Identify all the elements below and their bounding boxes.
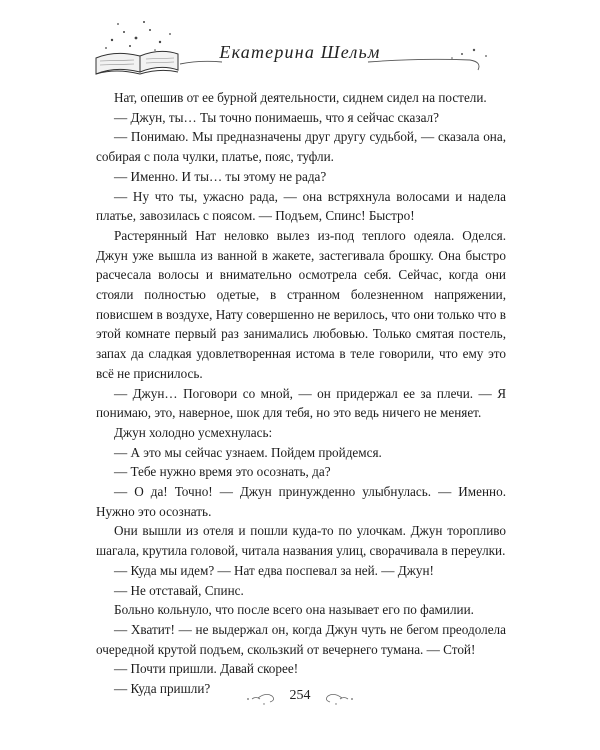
paragraph: — А это мы сейчас узнаем. Пойдем пройдемся. (114, 444, 382, 460)
author-name: Екатерина Шельм (219, 42, 381, 62)
paragraph: — О да! Точно! — Джун принужденно улыбнулась. — Именно. Нужно это осознать. (96, 484, 506, 519)
paragraph: — Именно. И ты… ты этому не рада? (114, 168, 327, 184)
paragraph: Нат, опешив от ее бурной деятельности, сиднем сидел на постели. (114, 90, 487, 105)
paragraph: Растерянный Нат неловко вылез из-под теплого одеяла. Оделся. Джун уже вышла из ванной в жакете, застегивала брошку. Она быстро расчесала волосы и внимательно осмотрела себя. Сейчас, когда они стояли полностью одетые, в странном болезненном напряжении, повисшем в воздухе, Нату совершенно не верилось, что они только что в этой комнате первый раз занимались любовью. Только смятая постель, запах да сладкая удовлетворенная истома в теле говорили, что ему это всё не приснилось. (96, 227, 506, 381)
page-number: 254 (289, 688, 311, 703)
paragraph: Больно кольнуло, что после всего она называет его по фамилии. (114, 602, 474, 618)
paragraph: — Тебе нужно время это осознать, да? (114, 464, 331, 480)
paragraph: — Почти пришли. Давай скорее! (114, 661, 299, 677)
page-header (0, 0, 600, 86)
paragraph: — Куда мы идем? — Нат едва поспевал за ней. — Джун! (114, 562, 434, 578)
paragraph: Джун холодно усмехнулась: (114, 424, 273, 440)
paragraph: — Ну что ты, ужасно рада, — она встряхнула волосами и надела платье, завозилась с поясом. — Подъем, Спинс! Быстро! (96, 188, 506, 224)
paragraph: — Не отставай, Спинс. (114, 582, 244, 598)
page-footer (0, 684, 600, 712)
paragraph: — Джун… Поговори со мной, — он придержал ее за плечи. — Я понимаю, это, наверное, шок для тебя, но это ведь ничего не меняет. (96, 385, 506, 421)
paragraph: — Куда пришли? (114, 681, 211, 697)
paragraph: Они вышли из отеля и пошли куда-то по улочкам. Джун торопливо шагала, крутила головой, читала названия улиц, сворачивала в переулки. (96, 523, 506, 559)
paragraph: — Понимаю. Мы предназначены друг другу судьбой, — сказала она, собирая с пола чулки, платье, пояс, туфли. (96, 129, 506, 165)
paragraph: — Хватит! — не выдержал он, когда Джун чуть не бегом преодолела очередной крутой подъем, скользкий от вечернего тумана. — Стой! (96, 621, 506, 657)
paragraph: — Джун, ты… Ты точно понимаешь, что я сейчас сказал? (114, 109, 439, 125)
body-text (96, 88, 506, 699)
